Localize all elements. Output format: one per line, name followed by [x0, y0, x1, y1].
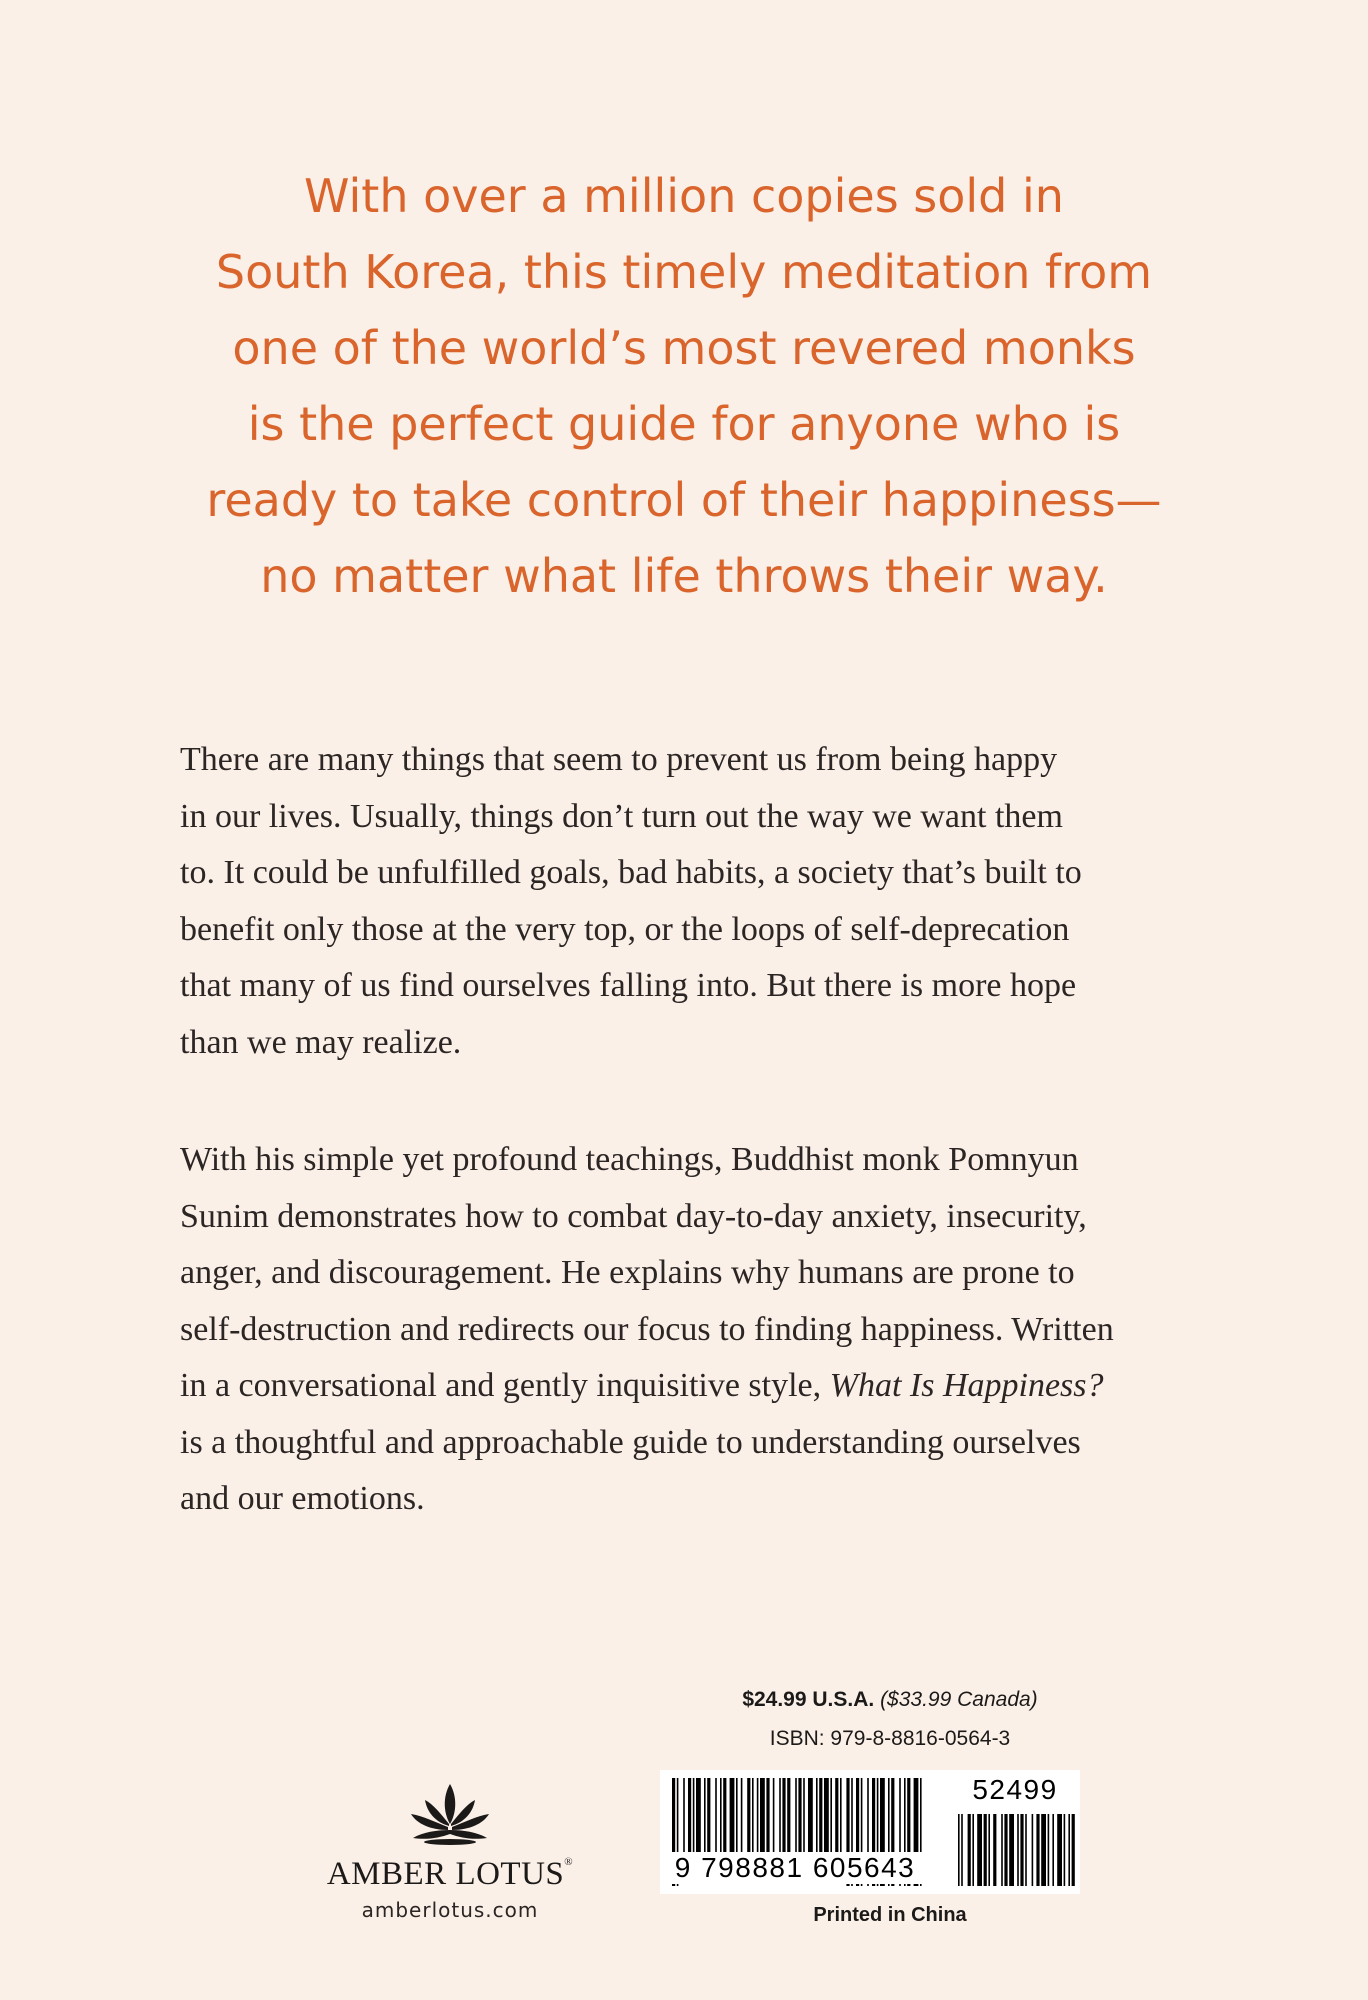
description-paragraph-1: [180, 732, 1220, 1071]
text-line: [180, 1358, 1220, 1415]
canada-price: ($33.99 Canada): [880, 1688, 1038, 1711]
text-line: self-destruction and redirects our focus to finding happiness. Written: [180, 1310, 1114, 1348]
book-title: What Is Happiness?: [829, 1367, 1104, 1404]
tagline-line: is the perfect guide for anyone who is: [247, 397, 1121, 451]
registered-mark: ®: [564, 1856, 574, 1868]
publisher-url[interactable]: amberlotus.com: [361, 1898, 539, 1922]
publisher-logo: [300, 1778, 600, 1898]
text-line: Sunim demonstrates how to combat day-to-day anxiety, insecurity,: [180, 1197, 1087, 1235]
text-segment: in a conversational and gently inquisitive style,: [180, 1367, 830, 1404]
text-line: that many of us find ourselves falling into. But there is more hope: [180, 967, 1077, 1004]
text-line: is a thoughtful and approachable guide to understanding ourselves: [180, 1423, 1081, 1461]
text-line: and our emotions.: [180, 1480, 425, 1517]
tagline-line: South Korea, this timely meditation from: [215, 245, 1153, 299]
lotus-icon: [405, 1778, 495, 1848]
tagline-line: ready to take control of their happiness—: [206, 473, 1162, 527]
text-line: than we may realize.: [180, 1023, 462, 1061]
tagline-line: With over a million copies sold in: [304, 169, 1064, 223]
tagline-line: one of the world’s most revered monks: [232, 321, 1136, 375]
text-line: benefit only those at the very top, or the loops of self-deprecation: [180, 910, 1070, 948]
text-line: to. It could be unfulfilled goals, bad habits, a society that’s built to: [180, 854, 1082, 891]
isbn: ISBN: 979-8-8816-0564-3: [769, 1727, 1011, 1750]
printed-in: Printed in China: [813, 1904, 967, 1926]
barcode: [660, 1770, 1080, 1894]
price-line: [640, 1688, 1140, 1712]
publisher-name-text: AMBER LOTUS: [326, 1856, 565, 1892]
barcode-digits: 9 798881 605643: [660, 1852, 930, 1884]
description-paragraph-2: [180, 1132, 1220, 1528]
barcode-price-code: 52499: [972, 1774, 1058, 1805]
text-line: There are many things that seem to prevent us from being happy: [180, 741, 1058, 778]
text-line: anger, and discouragement. He explains why humans are prone to: [180, 1254, 1075, 1291]
tagline: [120, 158, 1248, 614]
tagline-line: no matter what life throws their way.: [260, 549, 1108, 603]
us-price: $24.99 U.S.A.: [742, 1688, 875, 1711]
text-line: in our lives. Usually, things don’t turn out the way we want them: [180, 797, 1063, 835]
publisher-name: [300, 1856, 600, 1893]
text-line: With his simple yet profound teachings, Buddhist monk Pomnyun: [180, 1141, 1079, 1178]
